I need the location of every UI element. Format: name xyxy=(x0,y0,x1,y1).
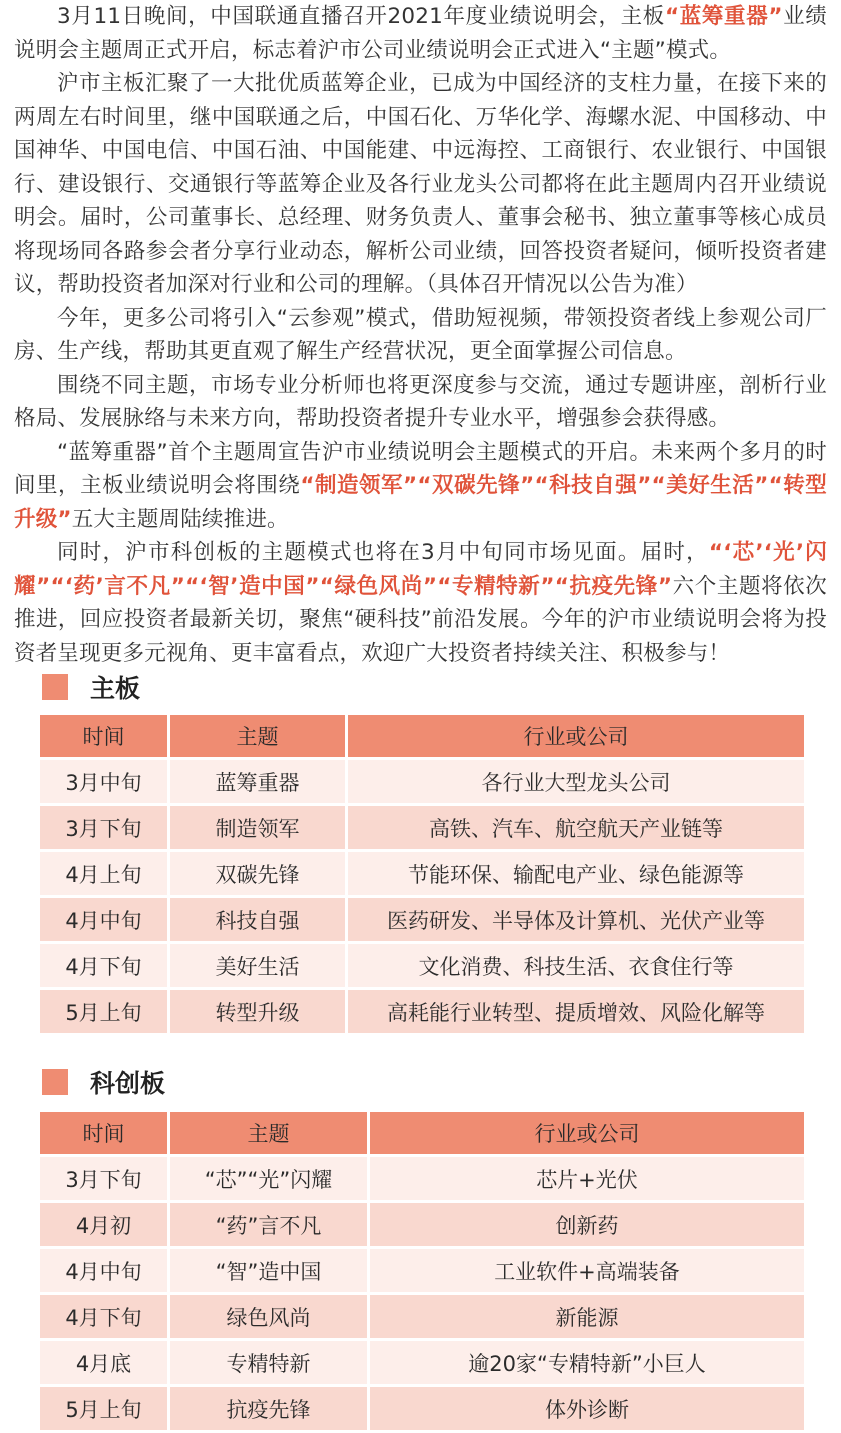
table-header-row xyxy=(40,715,804,757)
cell-time: 3月下旬 xyxy=(40,1157,170,1200)
cell-time: 5月上旬 xyxy=(40,990,170,1033)
paragraph-5: “蓝筹重器”首个主题周宣告沪市业绩说明会主题模式的开启。未来两个多月的时间里，主板业绩说明会将围绕“制造领军”“双碳先锋”“科技自强”“美好生活”“转型升级”五大主题周陆续推进。 xyxy=(14,439,827,532)
cell-time: 3月下旬 xyxy=(40,806,170,849)
main-board-heading xyxy=(42,667,140,707)
cell-industry: 新能源 xyxy=(370,1295,804,1338)
column-header-industry: 行业或公司 xyxy=(348,715,804,757)
article-body xyxy=(14,0,827,670)
table-row xyxy=(40,806,804,849)
highlight-blue-chip: “蓝筹重器” xyxy=(664,4,783,29)
cell-theme: 转型升级 xyxy=(170,990,348,1033)
table-row xyxy=(40,1157,804,1200)
paragraph-1: 3月11日晚间，中国联通直播召开2021年度业绩说明会，主板“蓝筹重器”业绩说明会主题周正式开启，标志着沪市公司业绩说明会正式进入“主题”模式。 xyxy=(14,4,827,63)
main-board-title: 主板 xyxy=(90,674,141,703)
cell-time: 3月中旬 xyxy=(40,760,170,803)
cell-industry: 工业软件+高端装备 xyxy=(370,1249,804,1292)
cell-theme: “智”造中国 xyxy=(170,1249,370,1292)
cell-theme: “药”言不凡 xyxy=(170,1203,370,1246)
highlight-main-themes: “制造领军”“双碳先锋”“科技自强”“美好生活”“转型升级” xyxy=(14,473,827,532)
column-header-industry: 行业或公司 xyxy=(370,1112,804,1154)
table-row xyxy=(40,944,804,987)
cell-industry: 创新药 xyxy=(370,1203,804,1246)
cell-industry: 芯片+光伏 xyxy=(370,1157,804,1200)
main-board-table xyxy=(40,712,804,1036)
highlight-star-themes: “‘芯’‘光’闪耀”“‘药’言不凡”“‘智’造中国”“绿色风尚”“专精特新”“抗疫先锋” xyxy=(14,540,827,599)
table-header-row xyxy=(40,1112,804,1154)
paragraph-3: 今年，更多公司将引入“云参观”模式，借助短视频，带领投资者线上参观公司厂房、生产线，帮助其更直观了解生产经营状况，更全面掌握公司信息。 xyxy=(14,305,827,364)
table-row xyxy=(40,1295,804,1338)
cell-time: 4月上旬 xyxy=(40,852,170,895)
paragraph-4: 围绕不同主题，市场专业分析师也将更深度参与交流，通过专题讲座，剖析行业格局、发展脉络与未来方向，帮助投资者提升专业水平，增强参会获得感。 xyxy=(14,372,827,431)
table-row xyxy=(40,1387,804,1430)
cell-theme: 美好生活 xyxy=(170,944,348,987)
cell-theme: 双碳先锋 xyxy=(170,852,348,895)
cell-industry: 各行业大型龙头公司 xyxy=(348,760,804,803)
table-row xyxy=(40,1341,804,1384)
cell-industry: 逾20家“专精特新”小巨人 xyxy=(370,1341,804,1384)
cell-time: 4月中旬 xyxy=(40,1249,170,1292)
cell-theme: 蓝筹重器 xyxy=(170,760,348,803)
cell-time: 4月下旬 xyxy=(40,944,170,987)
table-row xyxy=(40,852,804,895)
cell-industry: 体外诊断 xyxy=(370,1387,804,1430)
table-row xyxy=(40,990,804,1033)
cell-time: 4月底 xyxy=(40,1341,170,1384)
table-row xyxy=(40,1249,804,1292)
cell-theme: 科技自强 xyxy=(170,898,348,941)
square-marker-icon xyxy=(42,1069,68,1095)
cell-time: 5月上旬 xyxy=(40,1387,170,1430)
table-row xyxy=(40,898,804,941)
cell-time: 4月初 xyxy=(40,1203,170,1246)
paragraph-2: 沪市主板汇聚了一大批优质蓝筹企业，已成为中国经济的支柱力量，在接下来的两周左右时间里，继中国联通之后，中国石化、万华化学、海螺水泥、中国移动、中国神华、中国电信、中国石油、中国能建、中远海控、工商银行、农业银行、中国银行、建设银行、交通银行等蓝筹企业及各行业龙头公司都将在此主题周内召开业绩说明会。届时，公司董事长、总经理、财务负责人、董事会秘书、独立董事等核心成员将现场同各路参会者分享行业动态，解析公司业绩，回答投资者疑问，倾听投资者建议，帮助投资者加深对行业和公司的理解。（具体召开情况以公告为准） xyxy=(14,71,827,297)
square-marker-icon xyxy=(42,674,68,700)
cell-industry: 文化消费、科技生活、衣食住行等 xyxy=(348,944,804,987)
cell-industry: 医药研发、半导体及计算机、光伏产业等 xyxy=(348,898,804,941)
cell-industry: 高铁、汽车、航空航天产业链等 xyxy=(348,806,804,849)
paragraph-6: 同时，沪市科创板的主题模式也将在3月中旬同市场见面。届时，“‘芯’‘光’闪耀”“‘药’言不凡”“‘智’造中国”“绿色风尚”“专精特新”“抗疫先锋”六个主题将依次推进，回应投资者最新关切，聚焦“硬科技”前沿发展。今年的沪市业绩说明会将为投资者呈现更多元视角、更丰富看点，欢迎广大投资者持续关注、积极参与！ xyxy=(14,540,827,666)
column-header-theme: 主题 xyxy=(170,1112,370,1154)
cell-theme: 绿色风尚 xyxy=(170,1295,370,1338)
column-header-theme: 主题 xyxy=(170,715,348,757)
table-row xyxy=(40,760,804,803)
cell-time: 4月中旬 xyxy=(40,898,170,941)
cell-theme: 专精特新 xyxy=(170,1341,370,1384)
cell-industry: 高耗能行业转型、提质增效、风险化解等 xyxy=(348,990,804,1033)
cell-time: 4月下旬 xyxy=(40,1295,170,1338)
star-board-title: 科创板 xyxy=(90,1069,166,1098)
table-row xyxy=(40,1203,804,1246)
column-header-time: 时间 xyxy=(40,1112,170,1154)
column-header-time: 时间 xyxy=(40,715,170,757)
cell-theme: 制造领军 xyxy=(170,806,348,849)
cell-industry: 节能环保、输配电产业、绿色能源等 xyxy=(348,852,804,895)
cell-theme: “芯”“光”闪耀 xyxy=(170,1157,370,1200)
star-board-heading xyxy=(42,1062,165,1102)
cell-theme: 抗疫先锋 xyxy=(170,1387,370,1430)
star-board-table xyxy=(40,1109,804,1433)
